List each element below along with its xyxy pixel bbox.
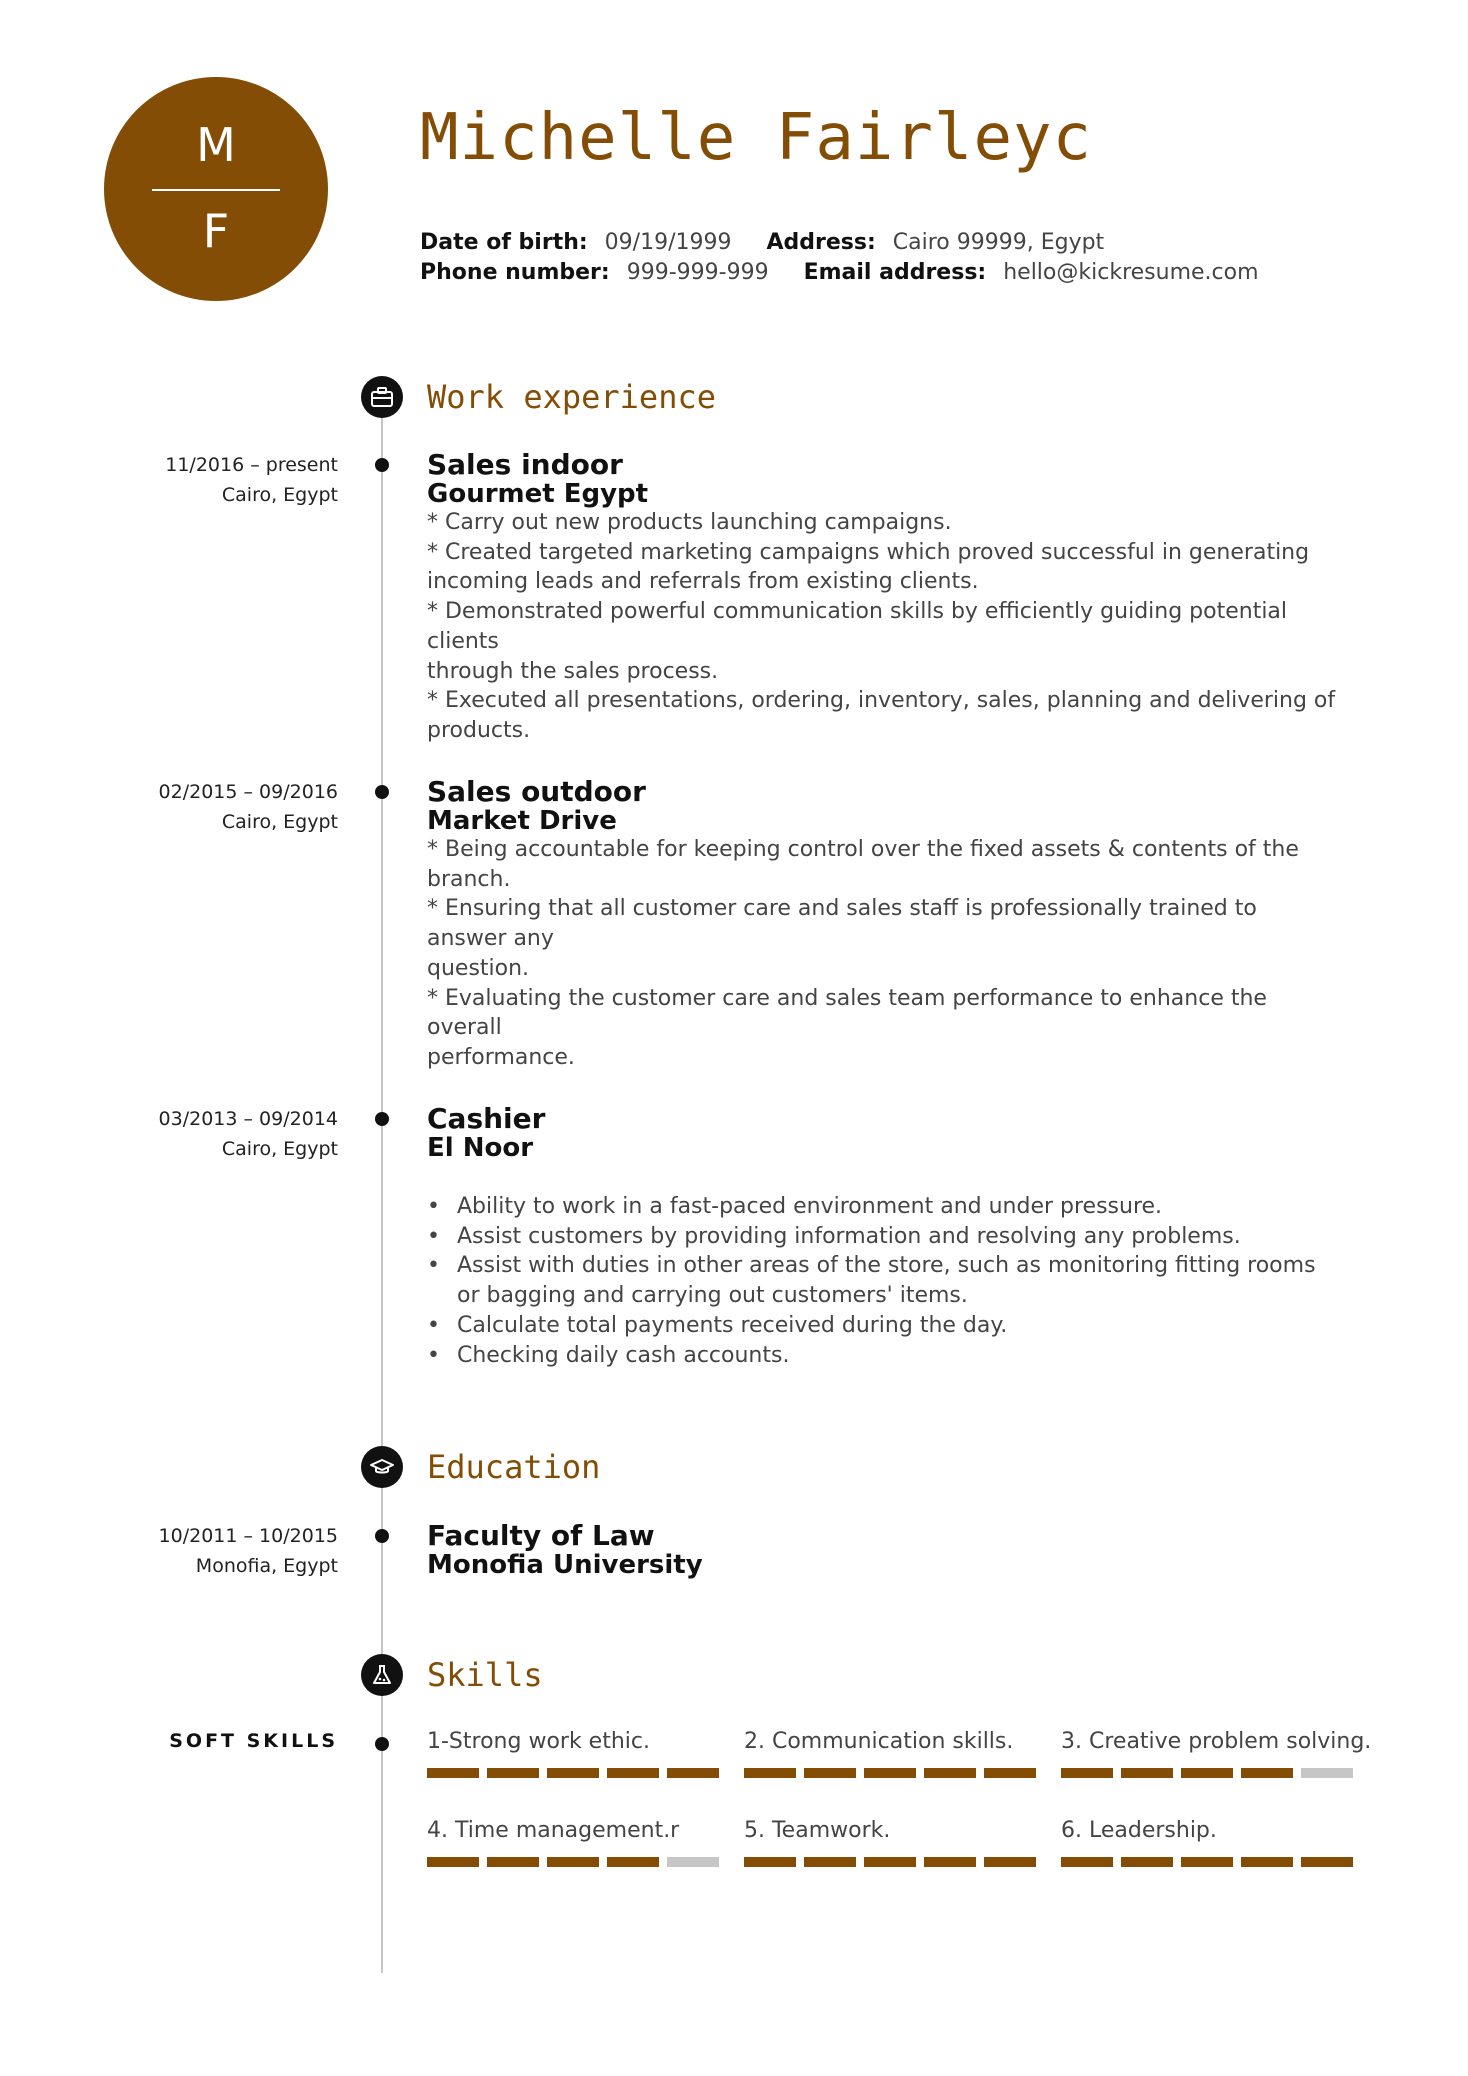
skill-level-segment-filled: [804, 1857, 856, 1867]
skill-level-bar: [1061, 1857, 1353, 1867]
skill-level-segment-filled: [547, 1768, 599, 1778]
job-location: Cairo, Egypt: [221, 484, 338, 506]
personal-info-row-2: [420, 258, 1259, 288]
job-title: Sales indoor: [427, 448, 623, 481]
skill-level-bar: [744, 1857, 1036, 1867]
briefcase-icon: [361, 376, 403, 418]
description-line: * Demonstrated powerful communication skills by efficiently guiding potential: [427, 599, 1288, 625]
description-line: question.: [427, 955, 530, 981]
description-line: answer any: [427, 926, 554, 952]
skill-level-segment-filled: [1181, 1857, 1233, 1867]
skill-level-segment-filled: [427, 1857, 479, 1867]
description-line: * Ensuring that all customer care and sales staff is professionally trained to: [427, 896, 1257, 922]
skill-level-segment-filled: [607, 1768, 659, 1778]
description-line: through the sales process.: [427, 658, 719, 684]
education-degree: Faculty of Law: [427, 1519, 655, 1552]
skill-level-segment-filled: [744, 1857, 796, 1867]
skill-level-bar: [744, 1768, 1036, 1778]
timeline-dot: [375, 1737, 389, 1751]
skill-level-segment-filled: [804, 1768, 856, 1778]
personal-info-row-1: [420, 228, 1104, 258]
description-line: products.: [427, 717, 531, 743]
list-item: • Assist with duties in other areas of the store, such as monitoring fitting rooms: [427, 1251, 1316, 1281]
job-location: Cairo, Egypt: [221, 811, 338, 833]
phone-label: Phone number:: [420, 260, 610, 285]
skill-name: 5. Teamwork.: [744, 1818, 891, 1843]
list-item: • Checking daily cash accounts.: [427, 1341, 1316, 1371]
job-company: El Noor: [427, 1133, 534, 1163]
description-line: * Executed all presentations, ordering, inventory, sales, planning and delivering of: [427, 688, 1336, 714]
skill-level-segment-filled: [1241, 1768, 1293, 1778]
email-value: hello@kickresume.com: [1003, 260, 1259, 285]
monogram-initial-first: M: [196, 118, 236, 172]
graduation-cap-icon: [361, 1446, 403, 1488]
skill-level-segment-filled: [924, 1768, 976, 1778]
timeline-dot: [375, 1529, 389, 1543]
education-school: Monofia University: [427, 1550, 703, 1580]
flask-icon: [361, 1654, 403, 1696]
monogram-badge: [104, 77, 328, 301]
dob-label: Date of birth:: [420, 230, 588, 255]
job-location: Cairo, Egypt: [221, 1138, 338, 1160]
skill-level-segment-filled: [1181, 1768, 1233, 1778]
email-label: Email address:: [803, 260, 987, 285]
job-bullet-list: [427, 1192, 1316, 1370]
job-company: Gourmet Egypt: [427, 479, 649, 509]
phone-value: 999-999-999: [626, 260, 769, 285]
timeline-dot: [375, 785, 389, 799]
dob-value: 09/19/1999: [604, 230, 732, 255]
address-value: Cairo 99999, Egypt: [892, 230, 1105, 255]
skill-level-segment-filled: [1121, 1857, 1173, 1867]
skill-level-bar: [427, 1768, 719, 1778]
job-title: Sales outdoor: [427, 775, 646, 808]
job-date: 11/2016 – present: [165, 454, 338, 476]
education-location: Monofia, Egypt: [195, 1555, 338, 1577]
skill-level-segment-filled: [924, 1857, 976, 1867]
list-item-continuation: or bagging and carrying out customers' items.: [457, 1283, 968, 1309]
skill-level-segment-filled: [744, 1768, 796, 1778]
skill-level-segment-filled: [1241, 1857, 1293, 1867]
description-line: * Being accountable for keeping control over the fixed assets & contents of the: [427, 837, 1299, 862]
job-company: Market Drive: [427, 806, 617, 836]
candidate-name: Michelle Fairleyc: [420, 101, 1093, 175]
skill-level-bar: [427, 1857, 719, 1867]
skill-level-segment-filled: [984, 1857, 1036, 1867]
skill-level-segment-filled: [1061, 1768, 1113, 1778]
skills-heading: Skills: [427, 1656, 543, 1694]
job-description: [427, 835, 1299, 1073]
job-description: [427, 508, 1335, 746]
skill-name: 4. Time management.r: [427, 1818, 680, 1843]
description-line: * Created targeted marketing campaigns which proved successful in generating: [427, 539, 1310, 565]
skill-level-segment-filled: [487, 1857, 539, 1867]
skill-level-segment-empty: [667, 1857, 719, 1867]
description-line: incoming leads and referrals from existing clients.: [427, 569, 979, 595]
skill-level-segment-filled: [984, 1768, 1036, 1778]
timeline-dot: [375, 1112, 389, 1126]
job-date: 02/2015 – 09/2016: [158, 781, 338, 803]
skill-level-segment-filled: [667, 1768, 719, 1778]
soft-skills-label: SOFT SKILLS: [169, 1730, 338, 1752]
skill-level-segment-filled: [487, 1768, 539, 1778]
address-label: Address:: [766, 230, 876, 255]
education-date: 10/2011 – 10/2015: [158, 1525, 338, 1547]
description-line: * Carry out new products launching campaigns.: [427, 510, 952, 535]
job-title: Cashier: [427, 1102, 546, 1135]
skill-level-bar: [1061, 1768, 1353, 1778]
skill-level-segment-filled: [547, 1857, 599, 1867]
skill-name: 6. Leadership.: [1061, 1818, 1217, 1843]
skill-level-segment-empty: [1301, 1768, 1353, 1778]
skill-level-segment-filled: [607, 1857, 659, 1867]
skill-name: 1-Strong work ethic.: [427, 1729, 650, 1754]
description-line: overall: [427, 1015, 502, 1041]
monogram-initial-last: F: [202, 204, 230, 258]
education-heading: Education: [427, 1448, 601, 1486]
skill-level-segment-filled: [1061, 1857, 1113, 1867]
skill-name: 2. Communication skills.: [744, 1729, 1014, 1754]
description-line: clients: [427, 628, 499, 654]
skill-level-segment-filled: [1121, 1768, 1173, 1778]
description-line: branch.: [427, 866, 511, 892]
skill-level-segment-filled: [864, 1768, 916, 1778]
skill-level-segment-filled: [427, 1768, 479, 1778]
skill-name: 3. Creative problem solving.: [1061, 1729, 1372, 1754]
work-experience-heading: Work experience: [427, 378, 716, 416]
job-date: 03/2013 – 09/2014: [158, 1108, 338, 1130]
description-line: performance.: [427, 1044, 575, 1070]
timeline-dot: [375, 458, 389, 472]
skill-level-segment-filled: [1301, 1857, 1353, 1867]
list-item: • Calculate total payments received during the day.: [427, 1311, 1316, 1341]
list-item: • Ability to work in a fast-paced environment and under pressure.: [427, 1192, 1316, 1222]
skill-level-segment-filled: [864, 1857, 916, 1867]
list-item: • Assist customers by providing information and resolving any problems.: [427, 1222, 1316, 1252]
description-line: * Evaluating the customer care and sales team performance to enhance the: [427, 985, 1267, 1011]
monogram-divider: [152, 189, 280, 191]
